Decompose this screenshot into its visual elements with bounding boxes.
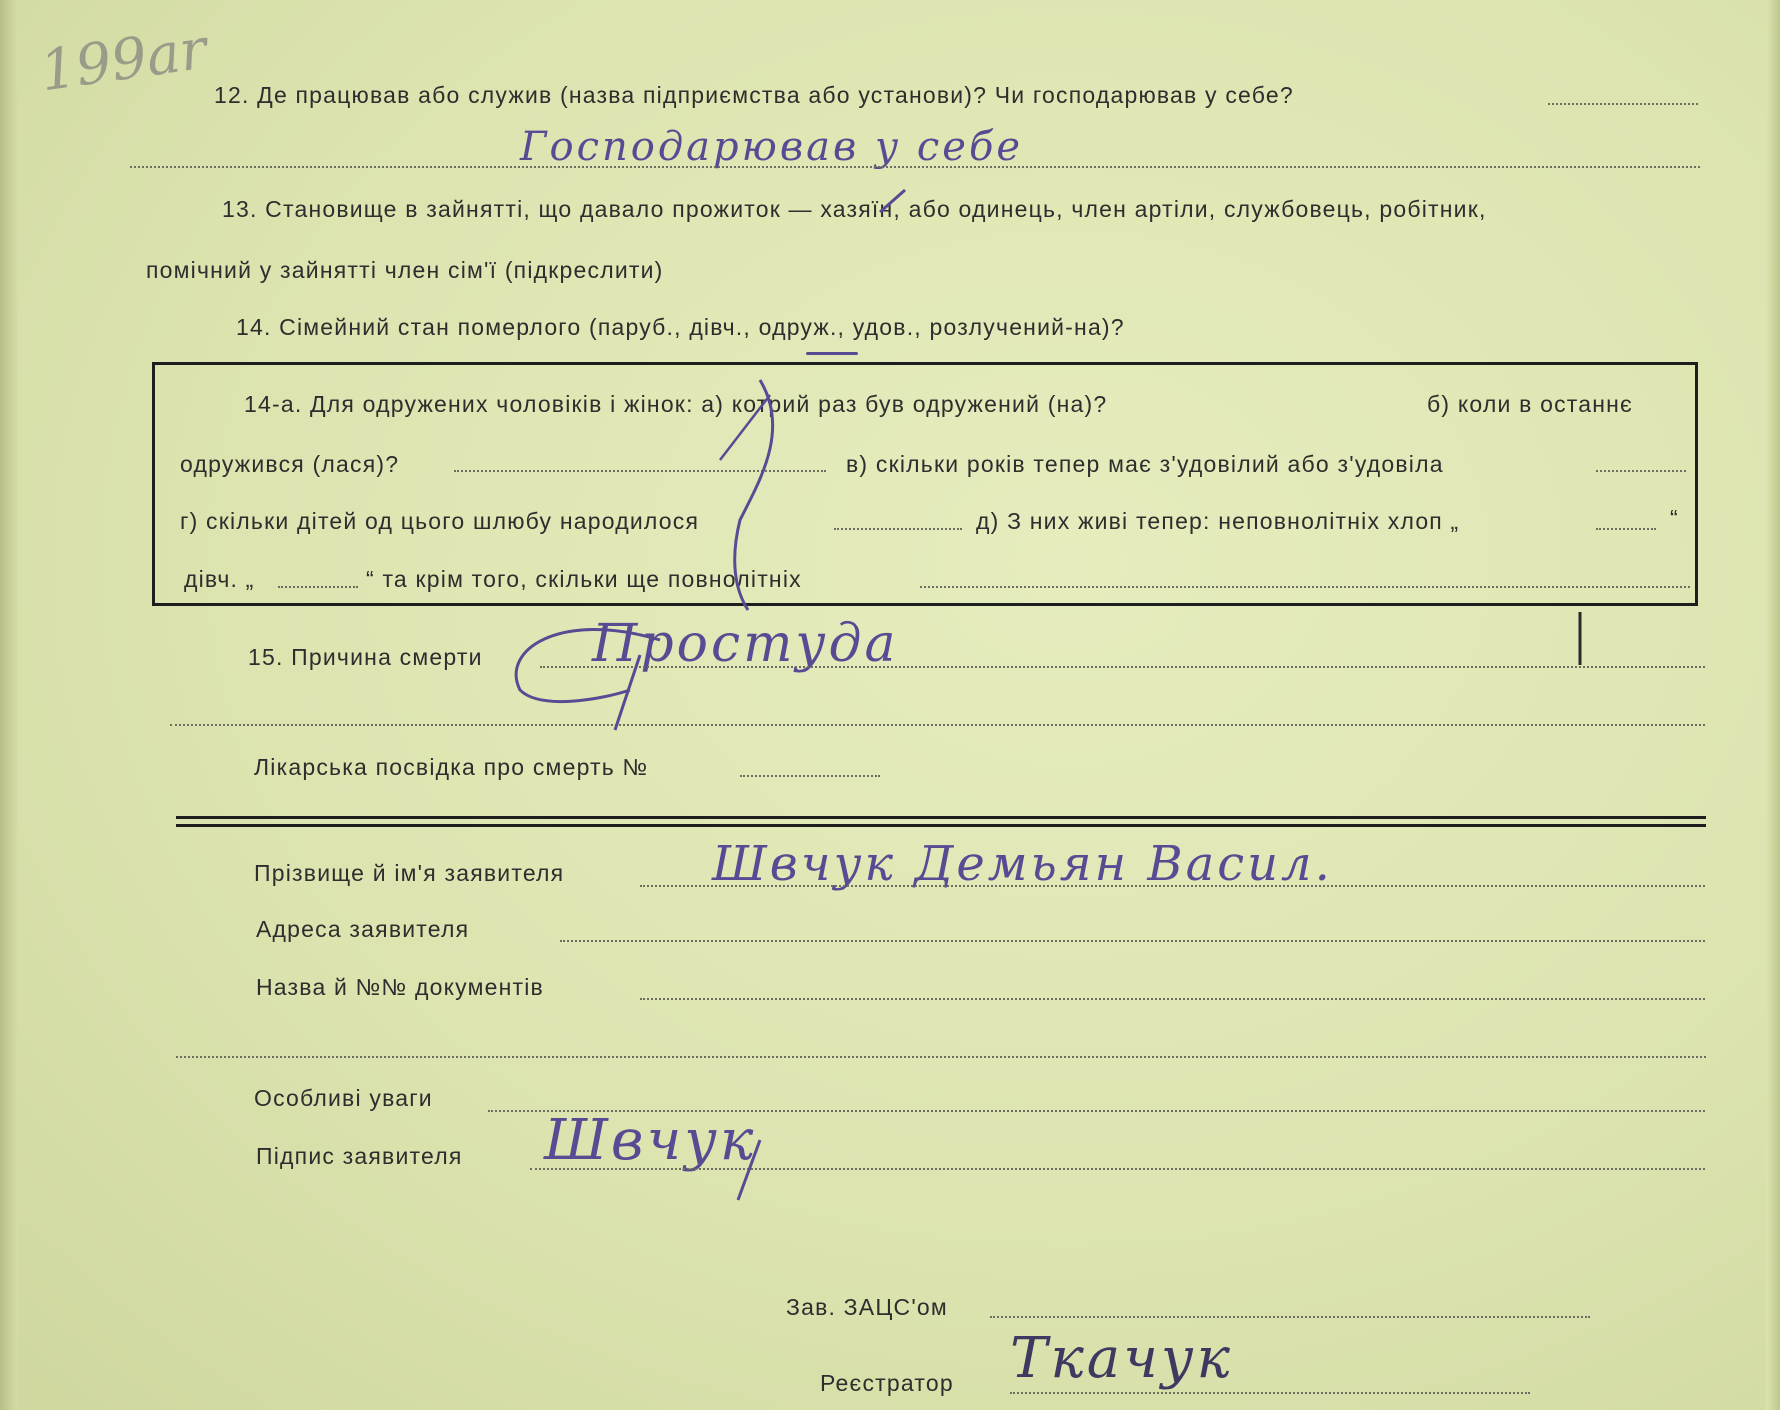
applicant-address-label: Адреса заявителя: [256, 916, 470, 942]
applicant-name-label: Прізвище й ім'я заявителя: [254, 860, 565, 886]
q15-loop-stroke: [516, 630, 660, 702]
q13-dash-stroke: [880, 190, 905, 212]
registrar-signature: Ткачук: [1010, 1326, 1233, 1391]
q14a-line4-b: “ та крім того, скільки ще повнолітніх: [366, 566, 802, 592]
q14a-line1-b: б) коли в останнє: [1427, 391, 1633, 417]
question-13-line2: помічний у зайнятті член сім'ї (підкреслити): [146, 257, 664, 283]
question-14: 14. Сімейний стан померлого (паруб., дівч., одруж., удов., розлучений-на)?: [236, 314, 1125, 340]
applicant-signature: Швчук: [544, 1108, 757, 1173]
zags-head-label: Зав. ЗАЦС'ом: [786, 1294, 948, 1320]
q14a-line4: дівч. „: [184, 566, 255, 592]
q14a-line3-b: д) З них живі тепер: неповнолітніх хлоп „: [976, 508, 1460, 534]
signature-tail-stroke: [738, 1140, 760, 1200]
registrar-label: Реєстратор: [820, 1370, 954, 1396]
question-13-line1: 13. Становище в зайнятті, що давало прожиток — хазяїн, або одинець, член артіли, службовець, робітник,: [222, 196, 1487, 222]
medical-certificate-label: Лікарська посвідка про смерть №: [254, 754, 649, 780]
q14a-line2: одружився (лася)?: [180, 451, 400, 477]
q15-handwritten-answer: Простуда: [592, 614, 899, 674]
documents-label: Назва й №№ документів: [256, 974, 544, 1000]
q12-handwritten-answer: Господарював у себе: [520, 124, 1024, 170]
q14a-line3: г) скільки дітей од цього шлюбу народилося: [180, 508, 700, 534]
q14a-cross-stroke-2: [720, 395, 770, 460]
applicant-signature-label: Підпис заявителя: [256, 1143, 463, 1169]
applicant-name-value: Швчук Демьян Васил.: [712, 836, 1333, 892]
q14a-line1: 14-а. Для одружених чоловіків і жінок: а) котрий раз був одружений (на)?: [244, 391, 1108, 417]
question-15: 15. Причина смерти: [248, 644, 483, 670]
special-notes-label: Особливі уваги: [254, 1085, 433, 1111]
q14a-line3-close: “: [1670, 505, 1679, 531]
pencil-margin-note: 199ar: [36, 16, 211, 105]
question-12: 12. Де працював або служив (назва підприємства або установи)? Чи господарював у себе?: [214, 82, 1294, 108]
q14a-line2-b: в) скільки років тепер має з'удовілий або з'удовіла: [846, 451, 1444, 477]
